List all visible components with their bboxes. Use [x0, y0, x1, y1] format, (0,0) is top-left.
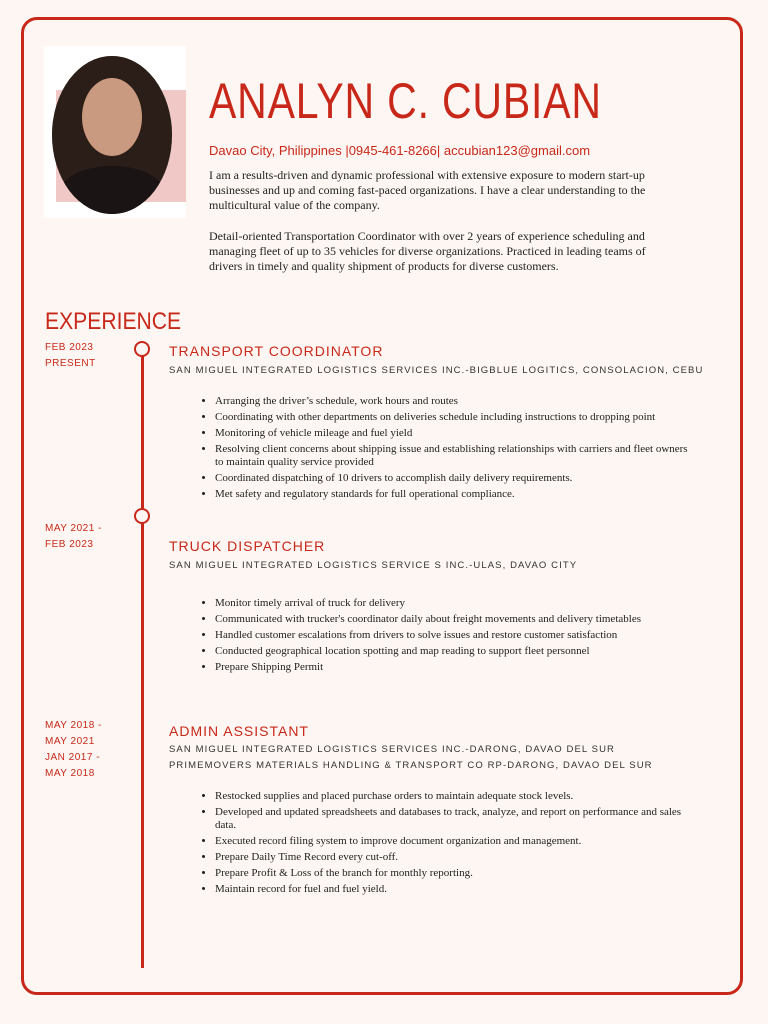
job-dates [45, 718, 102, 782]
job-dates [45, 521, 102, 553]
list-item: • Maintain record for fuel and fuel yield. [215, 881, 695, 897]
company-name: SAN MIGUEL INTEGRATED LOGISTICS SERVICE S INC.-ULAS, DAVAO CITY [169, 560, 578, 571]
list-item: • Monitoring of vehicle mileage and fuel yield [215, 425, 695, 441]
list-item: • Handled customer escalations from drivers to solve issues and restore customer satisfaction [215, 627, 695, 643]
list-item: • Communicated with trucker's coordinator daily about freight movements and delivery timetables [215, 611, 695, 627]
list-item: • Conducted geographical location spotting and map reading to support fleet personnel [215, 643, 695, 659]
contact-info: Davao City, Philippines |0945-461-8266| accubian123@gmail.com [209, 143, 591, 158]
date-line: MAY 2018 - [45, 720, 102, 731]
timeline-dot [134, 508, 150, 524]
timeline-line [141, 342, 144, 968]
list-item: • Coordinated dispatching of 10 drivers to accomplish daily delivery requirements. [215, 470, 695, 486]
date-line: MAY 2018 [45, 768, 95, 779]
list-item: • Coordinating with other departments on deliveries schedule including instructions to dropping point [215, 409, 695, 425]
date-line: PRESENT [45, 358, 96, 369]
list-item: • Resolving client concerns about shipping issue and establishing relationships with carriers and fleet owners to maintain quality service provided [215, 441, 695, 470]
date-line: JAN 2017 - [45, 752, 101, 763]
job-title: ADMIN ASSISTANT [169, 723, 309, 739]
list-item: • Restocked supplies and placed purchase orders to maintain adequate stock levels. [215, 788, 695, 804]
job-bullets [196, 595, 695, 675]
timeline-dot [134, 341, 150, 357]
list-item: • Arranging the driver’s schedule, work hours and routes [215, 393, 695, 409]
job-bullets [196, 788, 695, 897]
list-item: • Monitor timely arrival of truck for delivery [215, 595, 695, 611]
date-line: FEB 2023 [45, 539, 94, 550]
job-title: TRANSPORT COORDINATOR [169, 343, 384, 359]
date-line: MAY 2021 [45, 736, 95, 747]
summary-paragraph: I am a results-driven and dynamic professional with extensive exposure to modern start-up businesses and up and coming fast-paced organizations. I have a clear understanding to the multicultural value of the company. [209, 168, 646, 212]
list-item: • Developed and updated spreadsheets and databases to track, analyze, and report on performance and sales data. [215, 804, 695, 833]
experience-heading: EXPERIENCE [45, 308, 182, 335]
company-name: SAN MIGUEL INTEGRATED LOGISTICS SERVICES INC.-BIGBLUE LOGITICS, CONSOLACION, CEBU [169, 365, 704, 376]
candidate-name: ANALYN C. CUBIAN [209, 73, 602, 129]
list-item: • Prepare Daily Time Record every cut-off. [215, 849, 695, 865]
summary-paragraph: Detail-oriented Transportation Coordinator with over 2 years of experience scheduling and managing fleet of up to 35 vehicles for diverse organizations. Practiced in leading teams of drivers in timely and quality shipment of products for diverse customers. [209, 229, 646, 273]
job-title: TRUCK DISPATCHER [169, 538, 326, 554]
job-dates [45, 340, 96, 372]
company-name: SAN MIGUEL INTEGRATED LOGISTICS SERVICES INC.-DARONG, DAVAO DEL SUR [169, 744, 616, 755]
date-line: FEB 2023 [45, 342, 94, 353]
profile-photo [52, 56, 172, 214]
company-name: PRIMEMOVERS MATERIALS HANDLING & TRANSPORT CO RP-DARONG, DAVAO DEL SUR [169, 760, 653, 771]
list-item: • Executed record filing system to improve document organization and management. [215, 833, 695, 849]
list-item: • Prepare Shipping Permit [215, 659, 695, 675]
list-item: • Prepare Profit & Loss of the branch for monthly reporting. [215, 865, 695, 881]
list-item: • Met safety and regulatory standards for full operational compliance. [215, 486, 695, 502]
date-line: MAY 2021 - [45, 523, 102, 534]
job-bullets [196, 393, 695, 502]
